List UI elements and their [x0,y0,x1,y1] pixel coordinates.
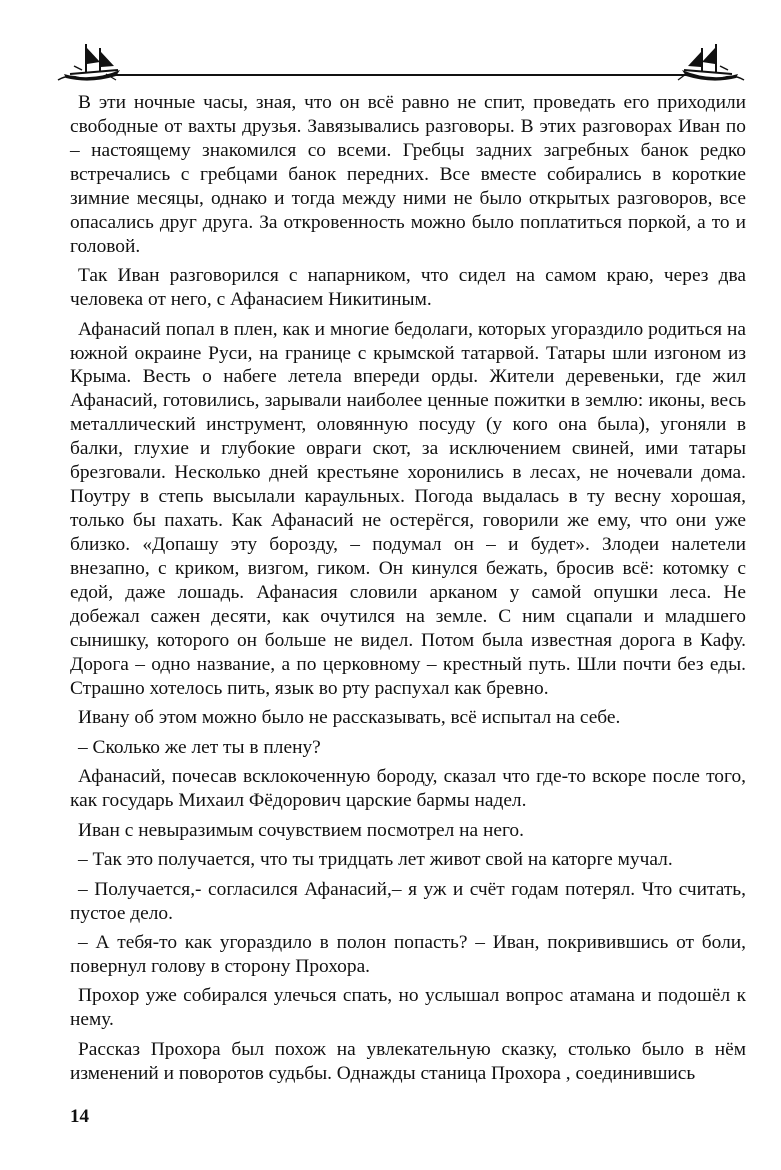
paragraph: – Так это получается, что ты тридцать лет живот свой на каторге мучал. [78,849,673,871]
paragraph: Прохор уже собирался улечься спать, но услышал вопрос атамана и подошёл к нему. [70,985,746,1031]
ship-icon [56,40,126,84]
paragraph: Ивану об этом можно было не рассказывать, всё испытал на себе. [78,707,621,729]
ship-icon [676,40,746,84]
paragraph: – А тебя-то как угораздило в полон попасть? – Иван, покривившись от боли, повернул голову в сторону Прохора. [70,931,746,977]
paragraph: Рассказ Прохора был похож на увлекательную сказку, столько было в нём изменений и поворотов судьбы. Однажды станица Прохора , соединившись [70,1038,746,1084]
page-header [56,40,746,84]
paragraph: – Сколько же лет ты в плену? [78,736,321,758]
header-rule [116,74,686,76]
paragraph: – Получается,- согласился Афанасий,– я уж и счёт годам потерял. Что считать, пустое дело. [70,878,746,924]
paragraph: Афанасий, почесав всклокоченную бороду, сказал что где-то вскоре после того, как государь Михаил Фёдорович царские бармы надел. [70,766,746,812]
main-text [70,91,746,1091]
paragraph: Так Иван разговорился с напарником, что сидел на самом краю, через два человека от него, с Афанасием Никитиным. [70,265,746,311]
paragraph: Иван с невыразимым сочувствием посмотрел на него. [78,819,524,841]
paragraph: Афанасий попал в плен, как и многие бедолаги, которых угораздило родиться на южной окраине Руси, на границе с крымской татарвой. Татары шли изгоном из Крыма. Весть о набеге летела впереди орды. Жители деревеньки, где жил Афанасий, готовились, зарывали наиболее ценные пожитки в землю: иконы, весь металлический инструмент, оловянную посуду (у кого она была), угоняли в балки, глухие и глубокие овраги скот, за исключением свиней, ими татары брезговали. Несколько дней крестьяне хоронились в лесах, не ночевали дома. Поутру в степь высылали караульных. Погода выдалась в ту весну хорошая, только бы пахать. Как Афанасий не остерёгся, говорили же ему, что они уже близко. «Допашу эту борозду, – подумал он – и будет». Злодеи налетели внезапно, с криком, визгом, гиком. Он кинулся бежать, бросив всё: котомку с едой, даже лошадь. Афанасия словили арканом у самой опушки леса. Не добежал сажен десяти, как очутился на земле. С ним сцапали и младшего сынишку, которого он больше не видел. Потом была известная дорога в Кафу. Дорога – одно название, а по церковному – крестный путь. Шли почти без еды. Страшно хотелось пить, язык во рту распухал как бревно. [70,318,746,699]
page-number: 14 [70,1106,89,1127]
paragraph: В эти ночные часы, зная, что он всё равно не спит, проведать его приходили свободные от вахты друзья. Завязывались разговоры. В этих разговорах Иван по – настоящему знакомился со всеми. Гребцы задних загребных банок редко встречались с гребцами банок передних. Все вместе собирались в короткие зимние месяцы, однако и тогда между ними не было открытых разговоров, все опасались друг друга. За откровенность можно было поплатиться поркой, а то и головой. [70,92,746,257]
